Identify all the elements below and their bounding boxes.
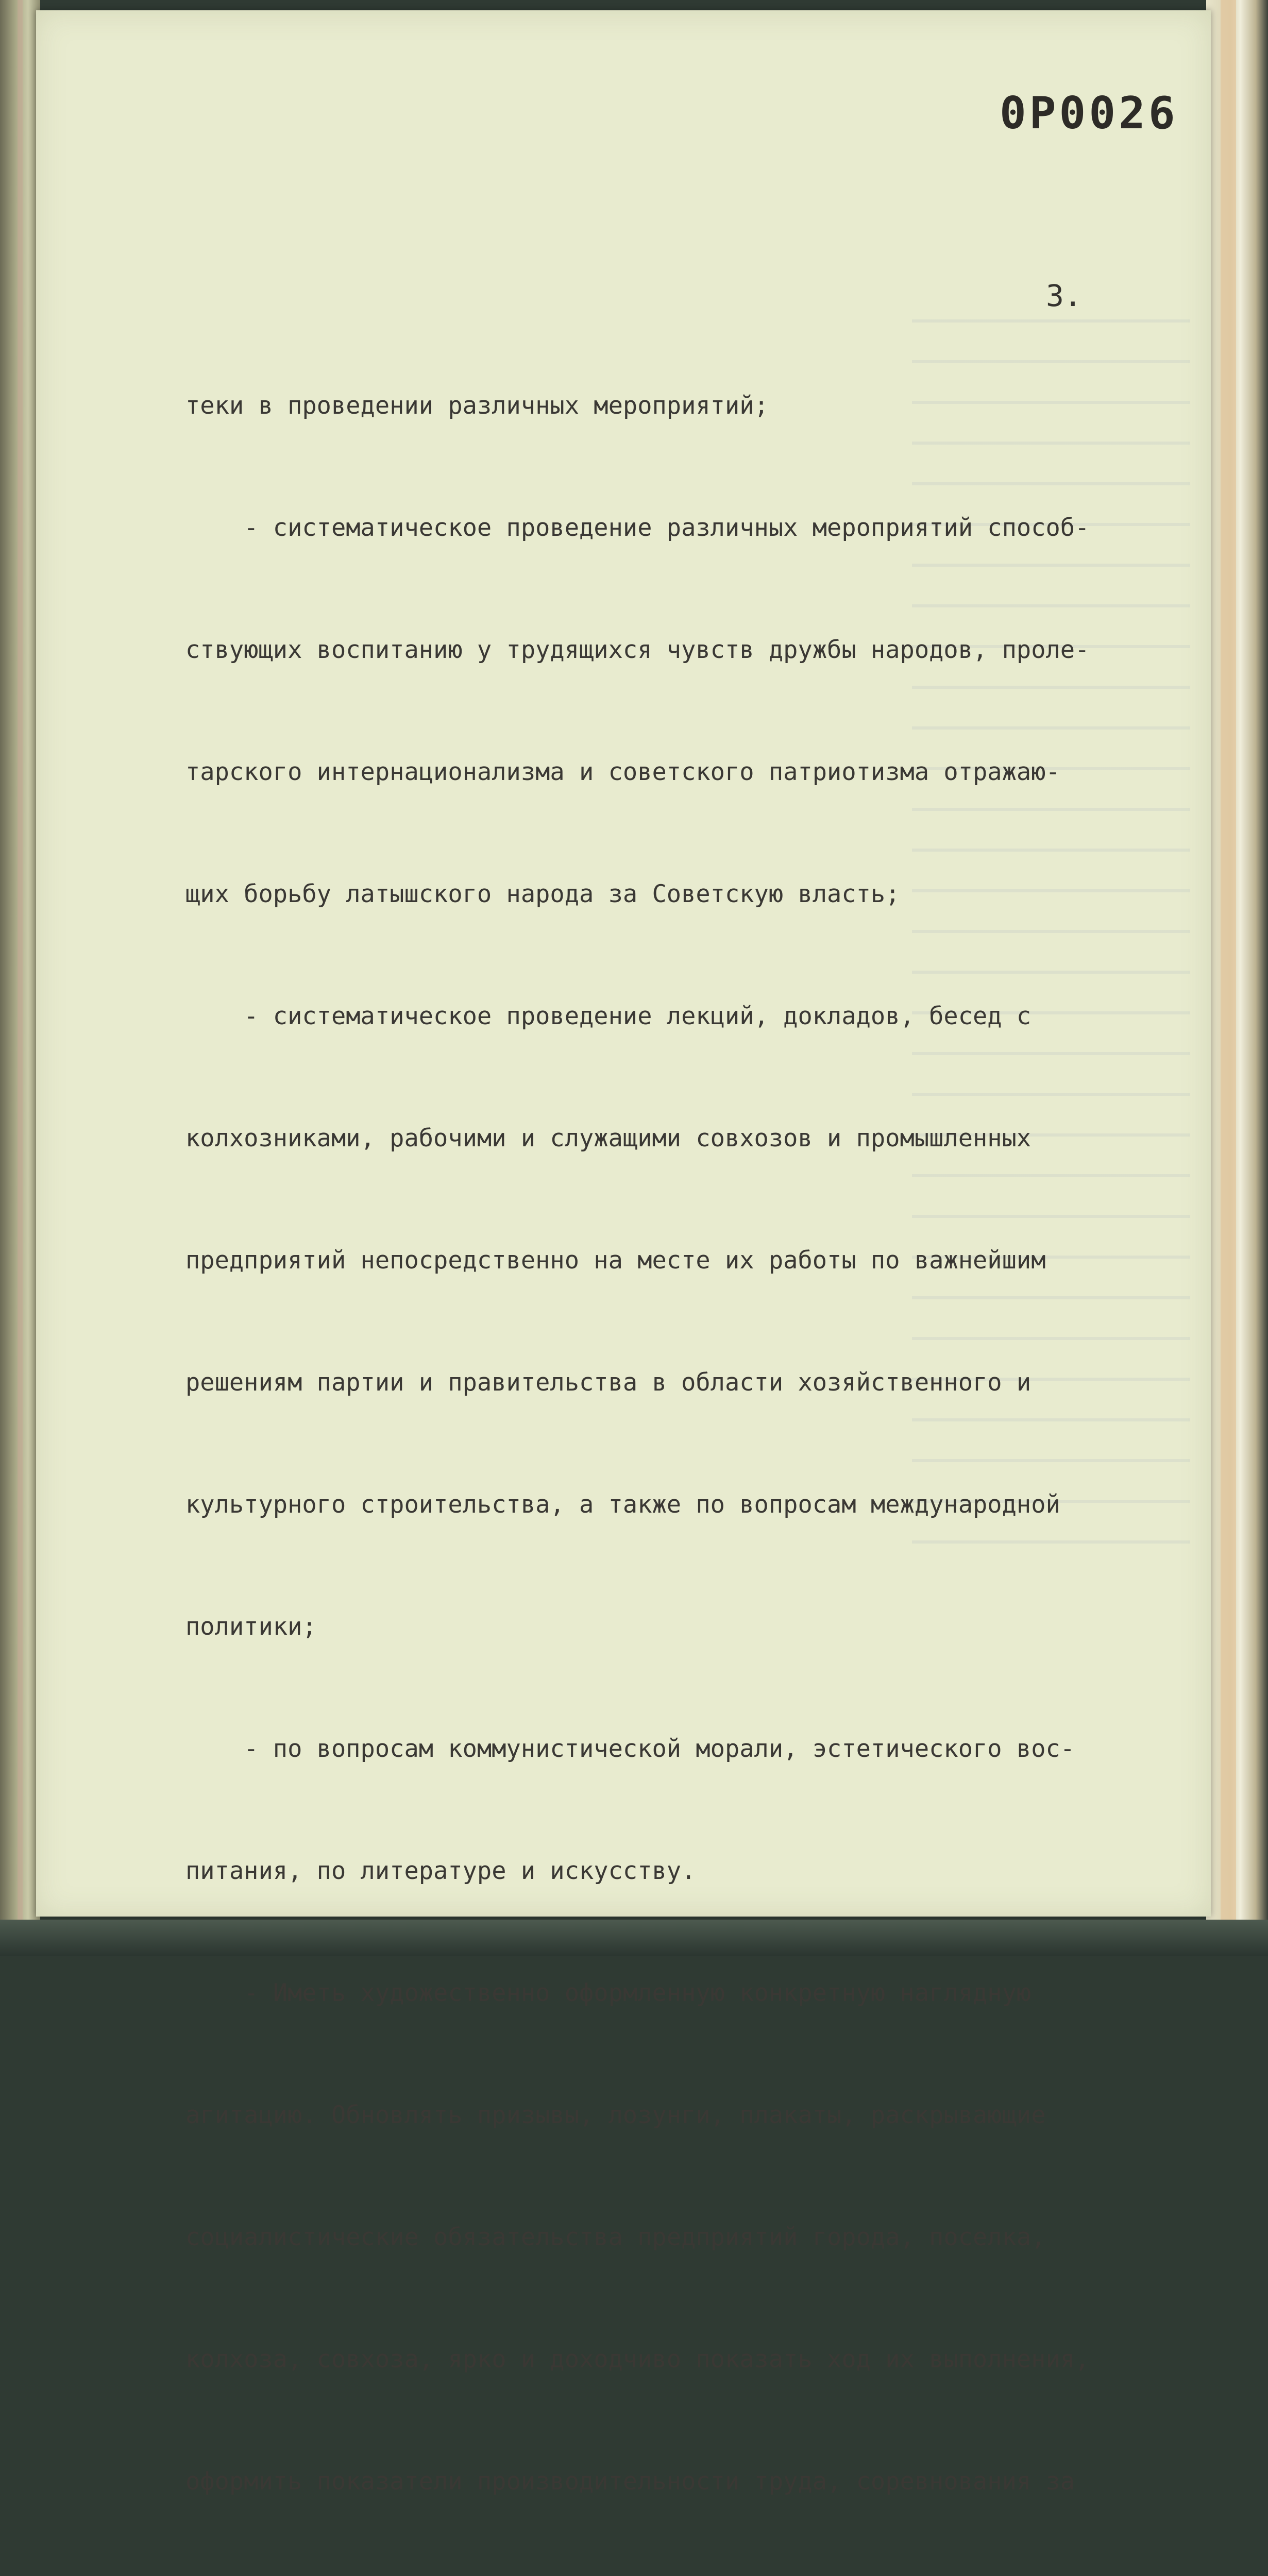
document-page xyxy=(36,10,1211,2496)
text-line: агитацию. Обновлять призывы, лозунги, плакаты, раскрывающие xyxy=(185,2101,1046,2129)
text-line: колхозниками, рабочими и служащими совхозов и промышленных xyxy=(185,1124,1032,1153)
text-line: - систематическое проведение различных мероприятий способ- xyxy=(185,514,1090,542)
text-line: - систематическое проведение лекций, докладов, бесед с xyxy=(185,1002,1032,1030)
binding-strip xyxy=(18,0,23,1956)
body-text xyxy=(185,304,1237,2576)
text-line: - по вопросам коммунистической морали, эстетического вос- xyxy=(185,1735,1075,1763)
scan-bottom-edge xyxy=(0,1920,1268,1956)
text-line: решениям партии и правительства в области хозяйственного и xyxy=(185,1368,1032,1397)
text-line: политики; xyxy=(185,1613,317,1641)
binding-edge-left xyxy=(0,0,40,1956)
text-line: питания, по литературе и искусству. xyxy=(185,1857,696,1885)
archive-number: 0P0026 xyxy=(1000,88,1178,139)
text-line: тарского интернационализма и советского патриотизма отражаю- xyxy=(185,758,1060,786)
text-line: культурного строительства, а также по вопросам международной xyxy=(185,1490,1060,1519)
text-line: теки в проведении различных мероприятий; xyxy=(185,392,769,420)
text-line: колхоза, совхоза, ярко и доходчиво показать ход их выполнения, xyxy=(185,2345,1090,2374)
text-line: ствующих воспитанию у трудящихся чувств дружбы народов, проле- xyxy=(185,636,1090,664)
text-line: - Иметь художественно оформленную конкретную наглядную xyxy=(185,1979,1032,2007)
text-line: социалистические обязательства предприятий города, поселка, xyxy=(185,2223,1046,2251)
text-line: предприятий непосредственно на месте их работы по важнейшим xyxy=(185,1246,1046,1275)
text-line: щих борьбу латышского народа за Советскую власть; xyxy=(185,880,900,908)
text-line: оформить показатели производительности труда, соревнования за xyxy=(185,2467,1075,2496)
page-number: 3. xyxy=(1046,278,1082,313)
